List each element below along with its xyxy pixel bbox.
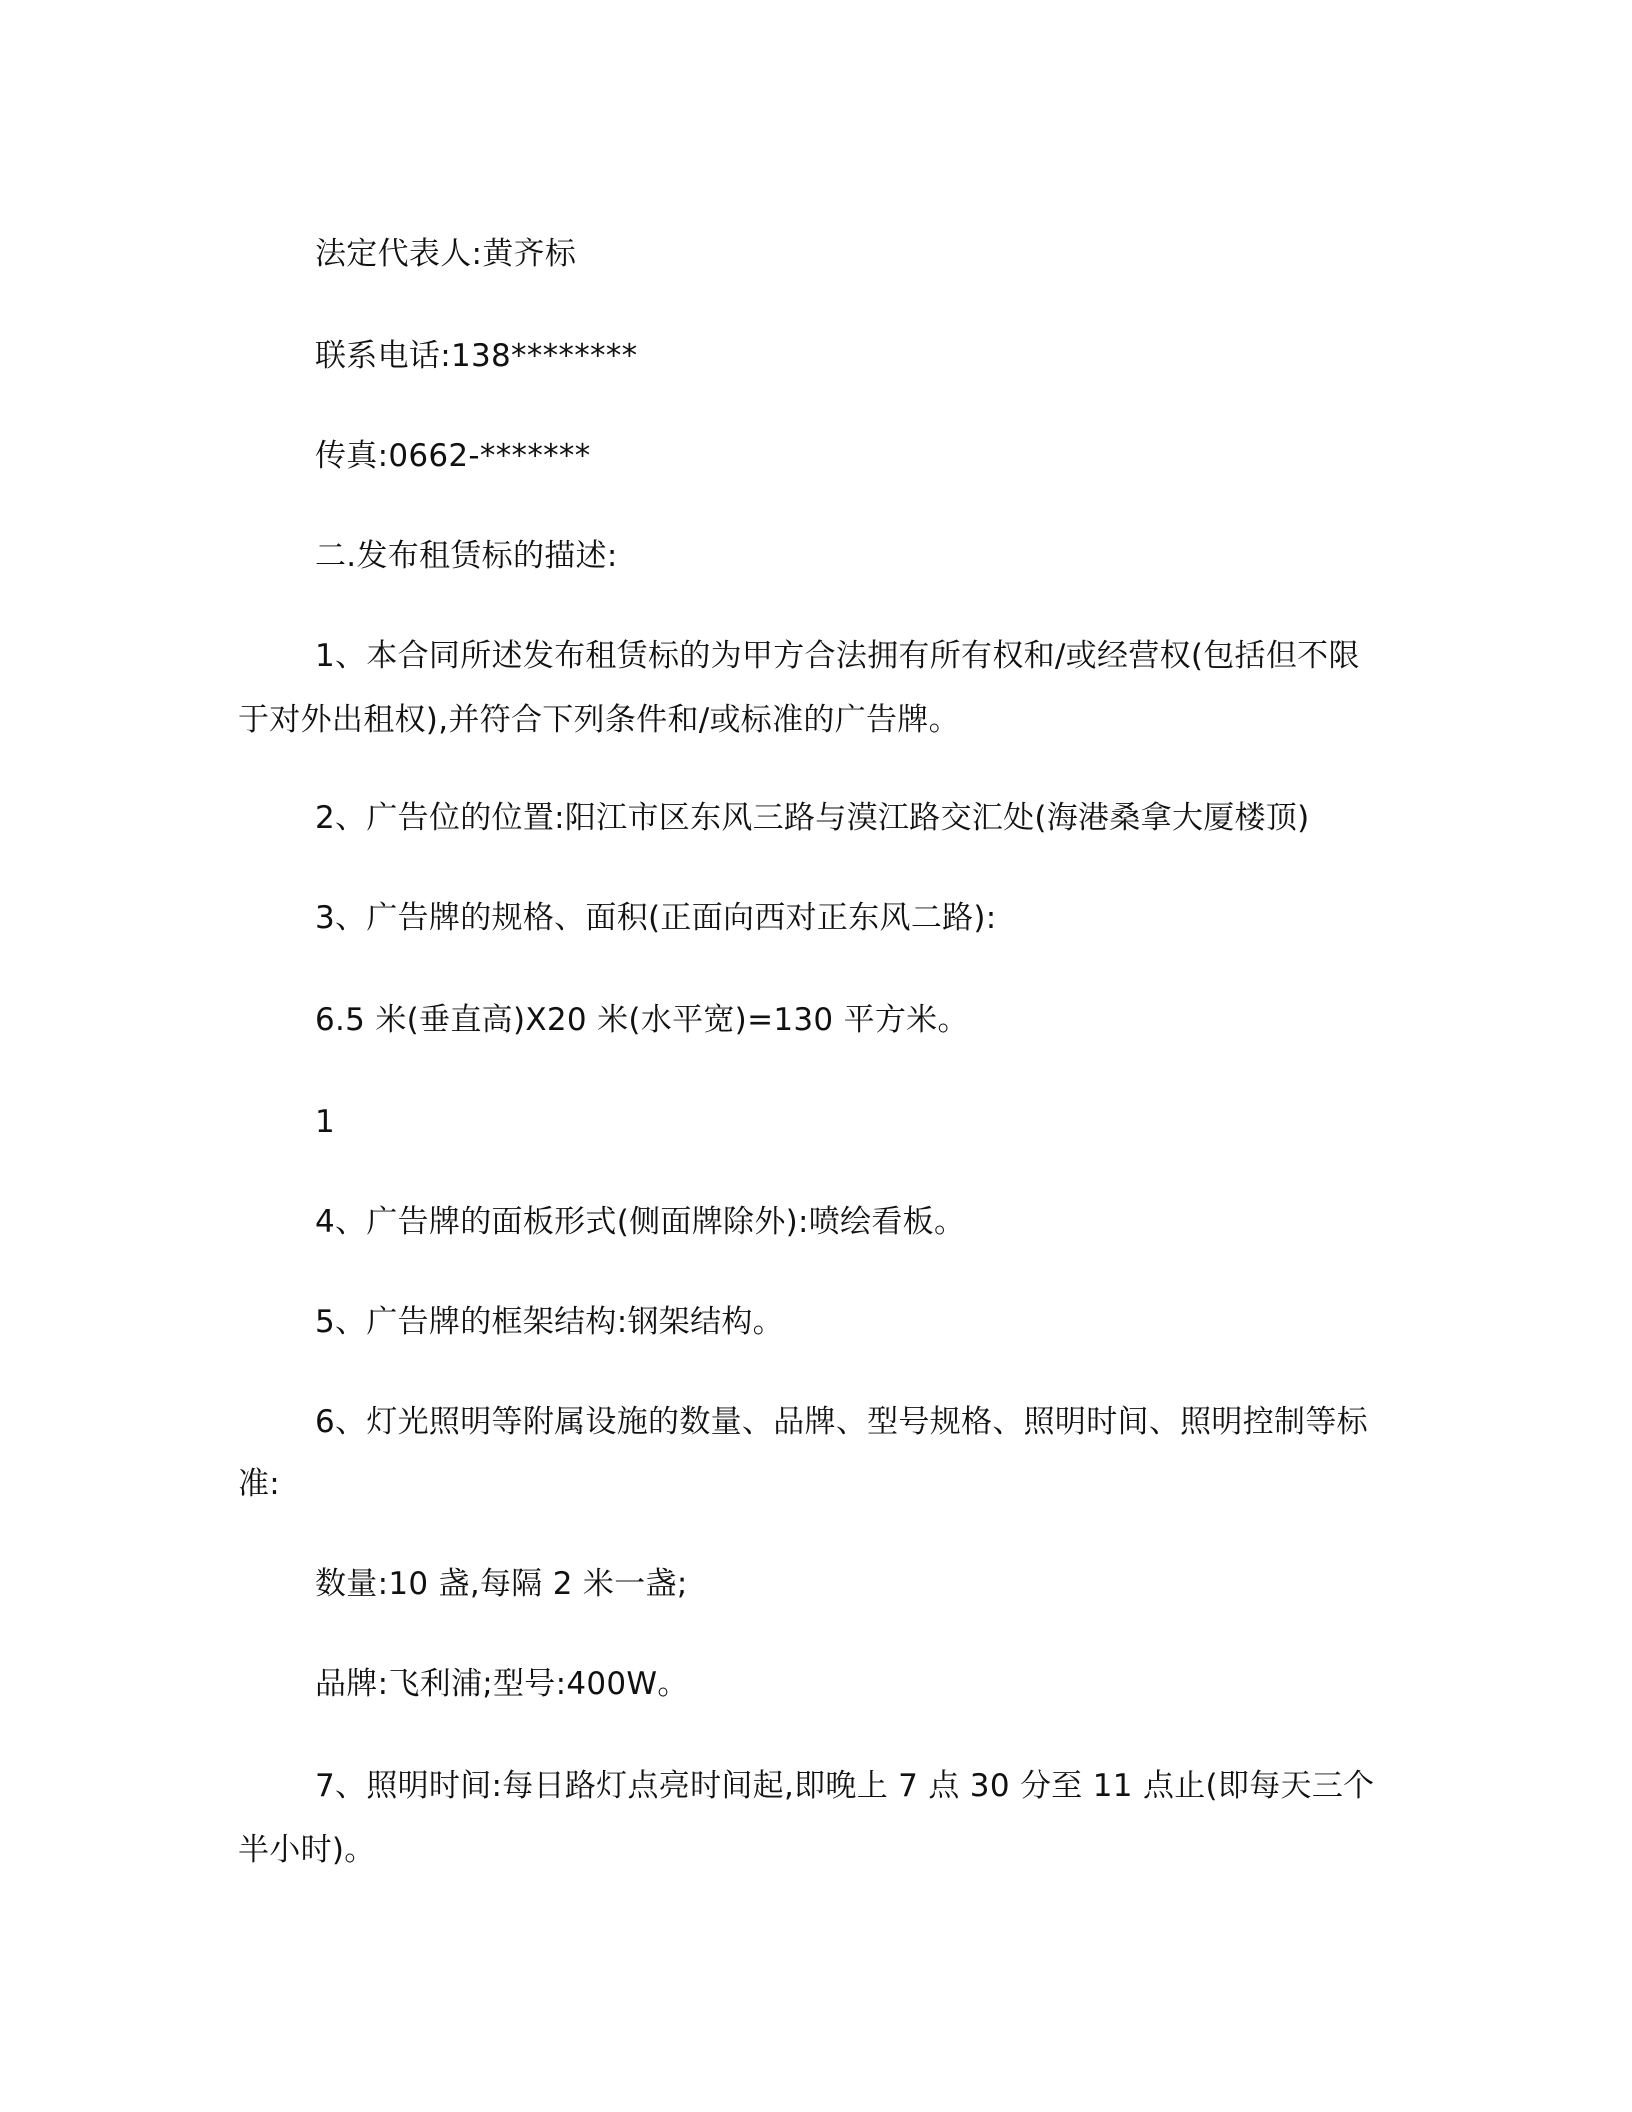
paragraph-6-line-1: 6、灯光照明等附属设施的数量、品牌、型号规格、照明时间、照明控制等标 (315, 1404, 1368, 1440)
contact-phone-line: 联系电话:138******** (315, 338, 638, 374)
fax-line: 传真:0662-******* (315, 438, 591, 474)
paragraph-5: 5、广告牌的框架结构:钢架结构。 (315, 1304, 784, 1340)
paragraph-2: 2、广告位的位置:阳江市区东风三路与漠江路交汇处(海港桑拿大厦楼顶) (315, 800, 1310, 836)
legal-representative-line: 法定代表人:黄齐标 (315, 236, 577, 272)
dimensions-line: 6.5 米(垂直高)X20 米(水平宽)=130 平方米。 (315, 1002, 969, 1038)
paragraph-1-line-1: 1、本合同所述发布租赁标的为甲方合法拥有所有权和/或经营权(包括但不限 (315, 638, 1360, 674)
brand-model-line: 品牌:飞利浦;型号:400W。 (315, 1666, 689, 1702)
section-heading: 二.发布租赁标的描述: (315, 538, 618, 574)
paragraph-7-line-2: 半小时)。 (238, 1832, 376, 1868)
paragraph-3: 3、广告牌的规格、面积(正面向西对正东风二路): (315, 900, 997, 936)
paragraph-1-line-2: 于对外出租权),并符合下列条件和/或标准的广告牌。 (238, 702, 960, 738)
quantity-line: 数量:10 盏,每隔 2 米一盏; (315, 1566, 688, 1602)
paragraph-7-line-1: 7、照明时间:每日路灯点亮时间起,即晚上 7 点 30 分至 11 点止(即每天三个 (315, 1768, 1375, 1804)
page-number: 1 (315, 1104, 336, 1140)
paragraph-4: 4、广告牌的面板形式(侧面牌除外):喷绘看板。 (315, 1204, 966, 1240)
paragraph-6-line-2: 准: (238, 1466, 281, 1502)
